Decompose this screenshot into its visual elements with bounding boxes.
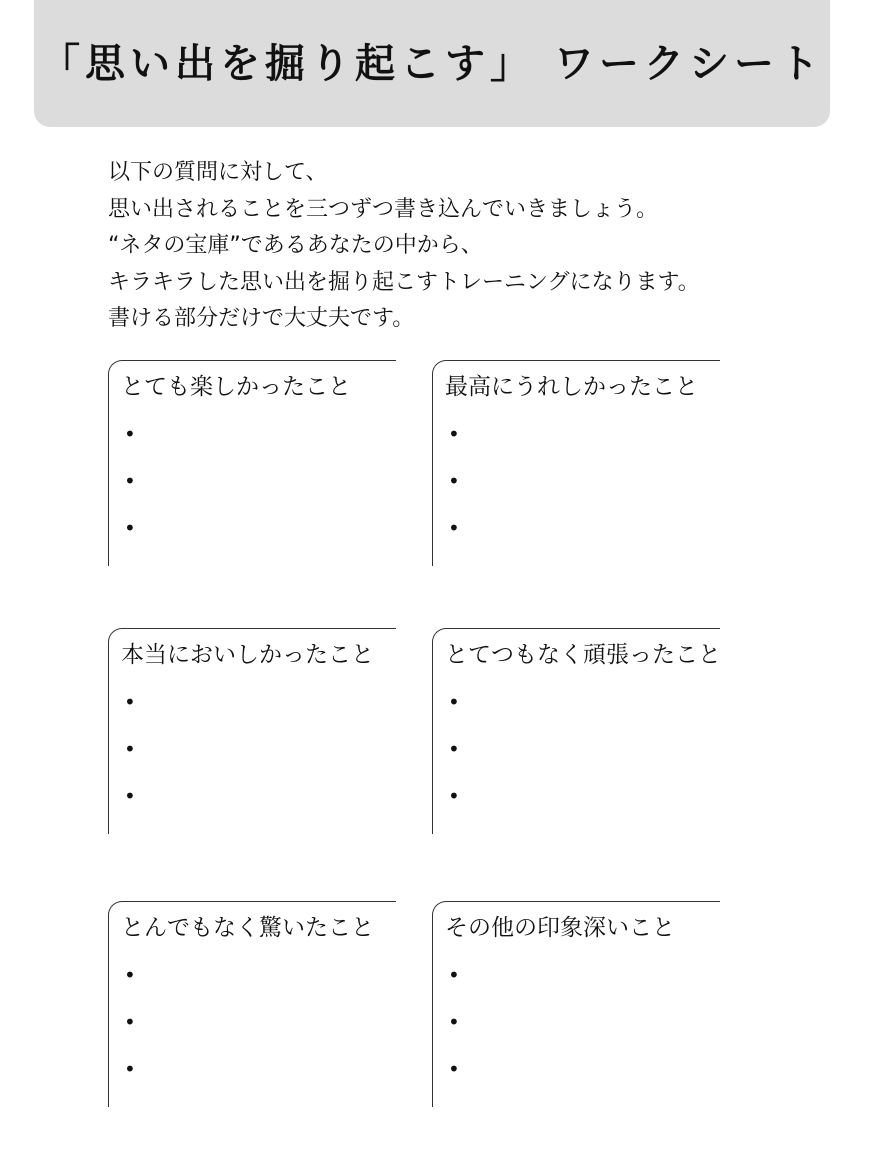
intro-line: 書ける部分だけで大丈夫です。	[108, 306, 415, 331]
worksheet-title: 「思い出を掘り起こす」 ワークシート	[40, 41, 824, 87]
card-title: その他の印象深いこと	[445, 915, 675, 941]
card-title: とてつもなく頑張ったこと	[445, 642, 721, 668]
bullet-point: •	[124, 422, 136, 446]
bullet-point: •	[448, 422, 460, 446]
bullet-point: •	[124, 469, 136, 493]
question-card-surprise	[108, 901, 396, 1107]
question-card-delicious	[108, 628, 396, 834]
bullet-point: •	[448, 737, 460, 761]
intro-line: “ネタの宝庫”であるあなたの中から、	[108, 233, 483, 258]
bullet-point: •	[448, 1057, 460, 1081]
bullet-point: •	[124, 737, 136, 761]
bullet-point: •	[448, 516, 460, 540]
bullet-point: •	[448, 963, 460, 987]
intro-line: 思い出されることを三つずつ書き込んでいきましょう。	[108, 196, 659, 222]
bullet-point: •	[448, 469, 460, 493]
bullet-point: •	[448, 784, 460, 808]
question-card-effort	[432, 628, 720, 834]
bullet-point: •	[124, 1057, 136, 1081]
bullet-point: •	[124, 1010, 136, 1034]
bullet-point: •	[448, 1010, 460, 1034]
intro-line: 以下の質問に対して、	[108, 160, 328, 185]
header-banner	[34, 0, 830, 127]
card-title: とても楽しかったこと	[121, 374, 351, 400]
card-title: とんでもなく驚いたこと	[121, 915, 374, 941]
card-title: 最高にうれしかったこと	[445, 374, 698, 400]
intro-line: キラキラした思い出を掘り起こすトレーニングになります。	[108, 269, 700, 295]
question-card-happy	[432, 360, 720, 566]
bullet-point: •	[124, 516, 136, 540]
bullet-point: •	[124, 690, 136, 714]
bullet-point: •	[124, 963, 136, 987]
intro-text	[108, 155, 828, 338]
bullet-point: •	[124, 784, 136, 808]
card-title: 本当においしかったこと	[121, 642, 374, 668]
bullet-point: •	[448, 690, 460, 714]
question-card-fun	[108, 360, 396, 566]
question-card-other	[432, 901, 720, 1107]
